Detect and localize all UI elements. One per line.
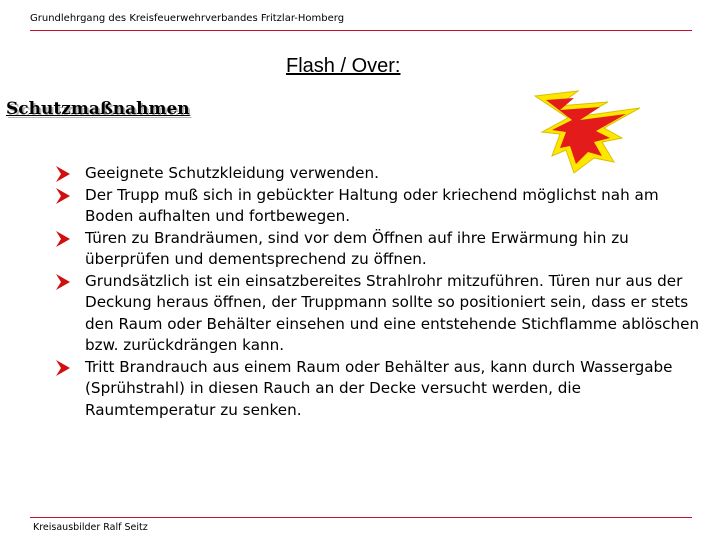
fire-flame-icon xyxy=(530,76,650,176)
footer-divider xyxy=(30,517,692,518)
header-divider xyxy=(30,30,692,31)
bullet-text: Türen zu Brandräumen, sind vor dem Öffnen auf ihre Erwärmung hin zu überprüfen und dementsprechend zu öffnen. xyxy=(85,228,629,268)
arrow-bullet-icon xyxy=(56,166,70,182)
bullet-item xyxy=(56,163,706,185)
arrow-bullet-icon xyxy=(56,360,70,376)
bullet-item xyxy=(56,357,706,422)
bullet-text: Der Trupp muß sich in gebückter Haltung oder kriechend möglichst nah am Boden aufhalten und fortbewegen. xyxy=(85,185,659,225)
bullet-item xyxy=(56,228,706,271)
bullet-text: Geeignete Schutzkleidung verwenden. xyxy=(85,164,379,182)
arrow-bullet-icon xyxy=(56,274,70,290)
section-heading: Schutzmaßnahmen xyxy=(6,99,190,119)
slide-title: Flash / Over: xyxy=(286,55,401,77)
bullet-text: Grundsätzlich ist ein einsatzbereites Strahlrohr mitzuführen. Türen nur aus der Deckung heraus öffnen, der Truppmann sollte so positioniert sein, dass er stets den Raum oder Behälter einsehen und eine entstehende Stichflamme ablöschen bzw. zurückdrängen kann. xyxy=(85,271,700,354)
bullet-item xyxy=(56,185,706,228)
bullet-text: Tritt Brandrauch aus einem Raum oder Behälter aus, kann durch Wassergabe (Sprühstrahl) in diesen Rauch an der Decke versucht werden, die Raumtemperatur zu senken. xyxy=(85,357,673,419)
arrow-bullet-icon xyxy=(56,231,70,247)
header-text: Grundlehrgang des Kreisfeuerwehrverbandes Fritzlar-Homberg xyxy=(30,13,345,24)
footer-text: Kreisausbilder Ralf Seitz xyxy=(33,522,148,533)
arrow-bullet-icon xyxy=(56,188,70,204)
bullet-item xyxy=(56,271,706,357)
bullet-list xyxy=(56,163,706,421)
